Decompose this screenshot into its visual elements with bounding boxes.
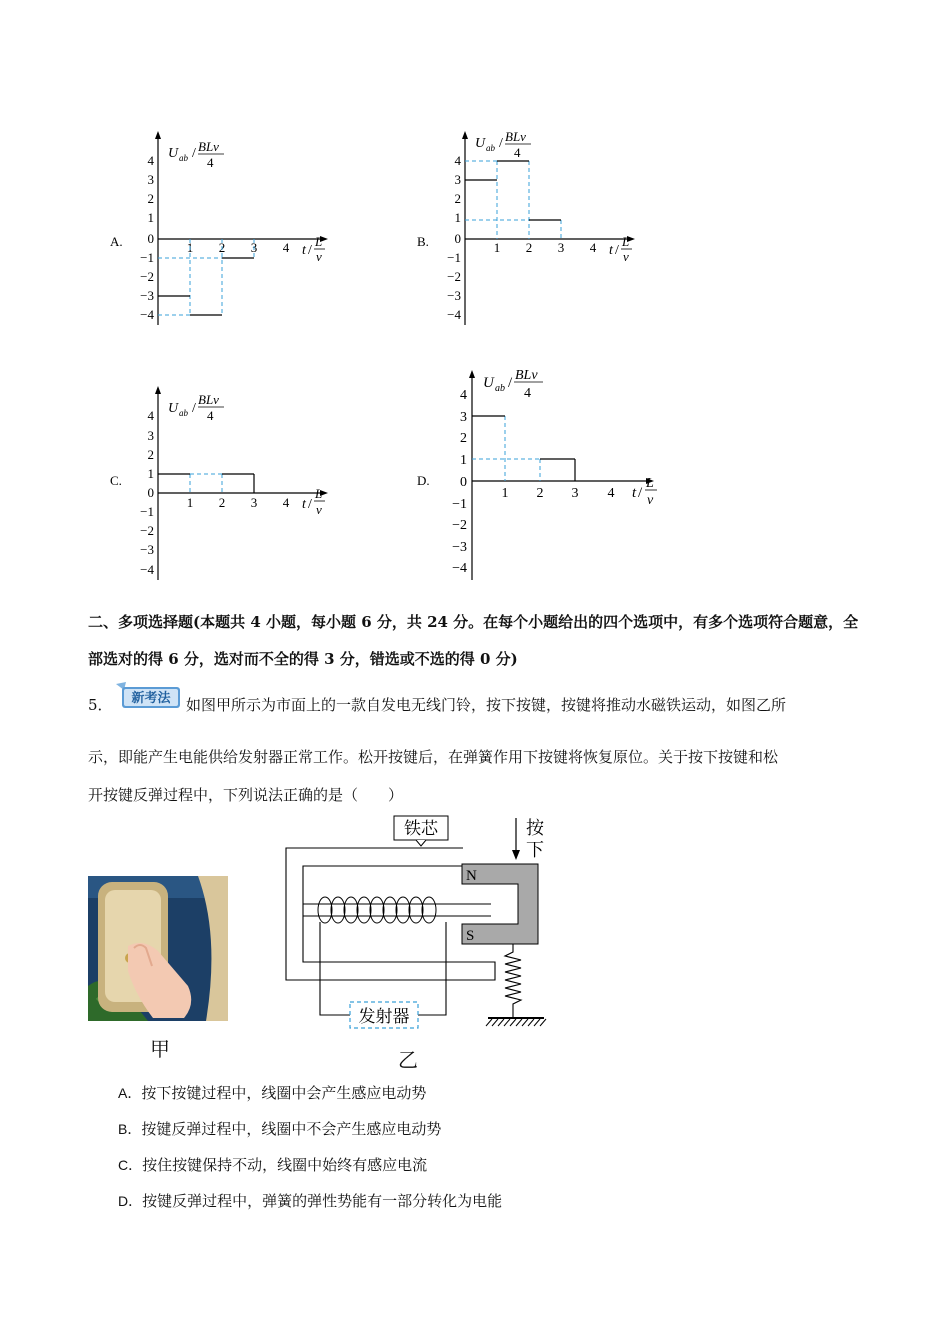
svg-text:4: 4	[454, 153, 461, 168]
svg-text:4: 4	[282, 495, 290, 510]
svg-text:v: v	[316, 249, 322, 264]
svg-text:/: /	[638, 485, 643, 501]
option-label: A.	[110, 234, 123, 249]
svg-text:3: 3	[147, 428, 154, 443]
graph-option-b	[407, 125, 647, 330]
svg-text:−2: −2	[452, 518, 467, 533]
svg-text:3: 3	[557, 240, 565, 255]
new-method-badge	[112, 680, 182, 710]
svg-text:/: /	[615, 243, 619, 258]
svg-text:3: 3	[571, 486, 579, 501]
svg-text:−1: −1	[447, 250, 461, 265]
svg-text:−4: −4	[140, 562, 154, 577]
question-text-line2: 示，即能产生电能供给发射器正常工作。松开按键后，在弹簧作用下按键将恢复原位。关于按下按键和松	[88, 748, 779, 766]
south-pole-label: S	[466, 928, 475, 944]
x-axis-label: t	[302, 243, 306, 258]
choice-a[interactable]: A．按下按键过程中，线圈中会产生感应电动势	[118, 1084, 427, 1102]
svg-text:4: 4	[147, 153, 154, 168]
svg-text:0: 0	[460, 475, 467, 490]
svg-text:1: 1	[454, 210, 461, 225]
figure-label-yi: 乙	[398, 1048, 418, 1072]
svg-text:−2: −2	[140, 269, 154, 284]
svg-text:4: 4	[514, 145, 521, 160]
svg-text:1: 1	[186, 495, 194, 510]
svg-text:v: v	[623, 249, 629, 264]
press-label-1: 按	[526, 818, 544, 839]
choice-c[interactable]: C．按住按键保持不动，线圈中始终有感应电流	[118, 1156, 428, 1174]
svg-text:4: 4	[147, 408, 154, 423]
option-label: C.	[110, 473, 122, 488]
svg-text:BLv: BLv	[198, 139, 219, 154]
doorbell-photo	[88, 876, 228, 1021]
svg-text:1: 1	[147, 466, 154, 481]
svg-text:L: L	[646, 476, 654, 491]
y-axis-label: U	[168, 146, 179, 161]
svg-text:4: 4	[207, 408, 214, 423]
svg-text:L: L	[315, 486, 323, 501]
svg-text:U: U	[475, 136, 486, 151]
svg-text:U: U	[483, 375, 494, 391]
svg-text:−1: −1	[452, 497, 467, 512]
svg-text:−3: −3	[140, 288, 154, 303]
svg-text:BLv: BLv	[515, 368, 538, 383]
option-label: D.	[417, 473, 430, 488]
question-text-line3: 开按键反弹过程中，下列说法正确的是（ ）	[88, 786, 404, 804]
svg-text:−2: −2	[447, 269, 461, 284]
question-text-line1: 如图甲所示为市面上的一款自发电无线门铃，按下按键，按键将推动水磁铁运动，如图乙所	[186, 696, 787, 714]
svg-text:2: 2	[147, 447, 154, 462]
svg-text:/: /	[499, 136, 503, 151]
svg-text:−4: −4	[452, 561, 467, 576]
svg-text:1: 1	[186, 240, 194, 255]
svg-text:2: 2	[454, 191, 461, 206]
svg-text:ab: ab	[179, 153, 188, 163]
svg-text:1: 1	[147, 210, 154, 225]
question-number: 5．	[88, 696, 113, 714]
svg-text:4: 4	[589, 240, 597, 255]
svg-text:−1: −1	[140, 504, 154, 519]
svg-text:/: /	[192, 146, 196, 161]
svg-text:4: 4	[460, 388, 467, 403]
svg-text:−1: −1	[140, 250, 154, 265]
svg-text:−2: −2	[140, 523, 154, 538]
svg-text:4: 4	[282, 240, 290, 255]
north-pole-label: N	[466, 868, 477, 884]
doorbell-circuit-diagram	[280, 812, 550, 1032]
graph-option-d	[407, 362, 667, 584]
svg-text:1: 1	[460, 453, 467, 468]
svg-text:v: v	[316, 502, 322, 517]
svg-text:2: 2	[536, 486, 544, 501]
svg-text:t: t	[609, 243, 613, 258]
press-label-2: 下	[526, 840, 544, 861]
svg-text:4: 4	[207, 155, 214, 170]
svg-text:/: /	[308, 497, 312, 512]
svg-text:ab: ab	[486, 143, 495, 153]
svg-text:t: t	[302, 497, 306, 512]
svg-text:0: 0	[147, 231, 154, 246]
svg-text:−3: −3	[452, 540, 467, 555]
graph-option-a	[100, 125, 340, 330]
svg-text:U: U	[168, 401, 179, 416]
iron-core-label: 铁芯	[404, 819, 438, 839]
svg-text:3: 3	[250, 495, 258, 510]
svg-text:L: L	[622, 234, 630, 249]
svg-text:ab: ab	[495, 383, 505, 394]
svg-text:/: /	[308, 243, 312, 258]
figure-label-jia: 甲	[150, 1037, 170, 1061]
svg-text:4: 4	[524, 386, 531, 401]
svg-text:2: 2	[218, 240, 226, 255]
svg-text:3: 3	[454, 172, 461, 187]
svg-text:1: 1	[501, 486, 509, 501]
choice-b[interactable]: B．按键反弹过程中，线圈中不会产生感应电动势	[118, 1120, 442, 1138]
svg-text:v: v	[647, 493, 654, 508]
svg-text:/: /	[192, 401, 196, 416]
svg-text:3: 3	[460, 410, 467, 425]
svg-text:0: 0	[454, 231, 461, 246]
svg-text:−3: −3	[140, 542, 154, 557]
transmitter-label: 发射器	[358, 1007, 410, 1027]
svg-text:L: L	[315, 234, 323, 249]
svg-text:3: 3	[147, 172, 154, 187]
svg-text:−4: −4	[447, 307, 461, 322]
svg-text:2: 2	[525, 240, 533, 255]
svg-text:0: 0	[147, 485, 154, 500]
svg-text:BLv: BLv	[198, 392, 219, 407]
svg-text:2: 2	[218, 495, 226, 510]
svg-text:/: /	[508, 375, 513, 391]
svg-text:−4: −4	[140, 307, 154, 322]
svg-text:新考法: 新考法	[131, 691, 171, 706]
svg-text:−3: −3	[447, 288, 461, 303]
svg-text:1: 1	[493, 240, 501, 255]
graph-option-c	[100, 380, 340, 585]
svg-text:t: t	[632, 485, 637, 501]
section-heading: 二、多项选择题(本题共 4 小题，每小题 6 分，共 24 分。在每个小题给出的四个选项中，有多个选项符合题意，全部选对的得 6 分，选对而不全的得 3 分，错选或不选的得 0 分)	[88, 613, 859, 668]
svg-text:2: 2	[460, 431, 467, 446]
choice-d[interactable]: D．按键反弹过程中，弹簧的弹性势能有一部分转化为电能	[118, 1192, 503, 1210]
option-label: B.	[417, 234, 429, 249]
svg-text:BLv: BLv	[505, 129, 526, 144]
svg-text:4: 4	[607, 486, 615, 501]
svg-text:2: 2	[147, 191, 154, 206]
svg-text:3: 3	[250, 240, 258, 255]
svg-text:ab: ab	[179, 408, 188, 418]
